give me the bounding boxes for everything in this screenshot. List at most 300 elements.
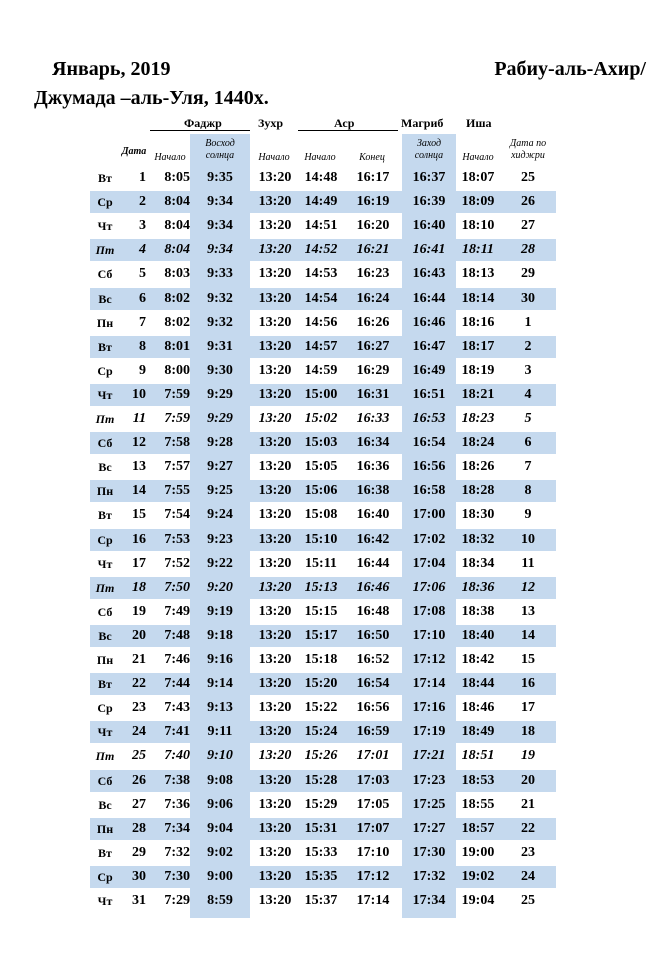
group-zuhr: Зухр [258, 116, 284, 130]
cell-day-number: 30 [132, 869, 146, 884]
cell-hijri-date: 17 [521, 700, 535, 715]
cell-isha-start: 18:46 [461, 700, 495, 715]
cell-asr-start: 15:28 [304, 773, 338, 788]
cell-zuhr-start: 13:20 [258, 556, 292, 571]
cell-day-number: 26 [132, 773, 146, 788]
cell-isha-start: 18:55 [461, 797, 495, 812]
cell-zuhr-start: 13:20 [258, 459, 292, 474]
cell-isha-start: 18:14 [461, 291, 495, 306]
cell-sunset: 17:19 [412, 724, 446, 739]
cell-hijri-date: 24 [521, 869, 535, 884]
subhead-fajr-start: Начало [154, 152, 186, 163]
cell-sunrise: 9:34 [207, 194, 233, 209]
cell-zuhr-start: 13:20 [258, 507, 292, 522]
cell-sunrise: 9:29 [207, 411, 233, 426]
cell-zuhr-start: 13:20 [258, 170, 292, 185]
cell-day-of-week: Вс [98, 292, 112, 306]
cell-hijri-date: 21 [521, 797, 535, 812]
cell-sunrise: 9:19 [207, 604, 233, 619]
cell-sunset: 17:23 [412, 773, 446, 788]
cell-asr-end: 16:23 [356, 266, 390, 281]
cell-hijri-date: 19 [521, 748, 535, 763]
cell-isha-start: 18:21 [461, 387, 495, 402]
cell-isha-start: 18:17 [461, 339, 495, 354]
cell-day-number: 11 [132, 411, 146, 426]
cell-sunrise: 9:20 [207, 580, 233, 595]
subhead-asr-start: Начало [304, 152, 336, 163]
title-hijri-line2: Джумада –аль-Уля, 1440х. [34, 87, 269, 109]
cell-hijri-date: 20 [521, 773, 535, 788]
cell-isha-start: 18:42 [461, 652, 495, 667]
cell-asr-start: 14:48 [304, 170, 338, 185]
cell-day-number: 5 [139, 266, 146, 281]
cell-isha-start: 18:38 [461, 604, 495, 619]
cell-asr-end: 16:46 [356, 580, 390, 595]
cell-sunset: 16:51 [412, 387, 446, 402]
cell-isha-start: 18:40 [461, 628, 495, 643]
cell-asr-end: 16:20 [356, 218, 390, 233]
cell-day-number: 8 [139, 339, 146, 354]
cell-isha-start: 18:13 [461, 266, 495, 281]
cell-asr-start: 15:26 [304, 748, 338, 763]
cell-asr-end: 16:24 [356, 291, 390, 306]
cell-day-number: 10 [132, 387, 146, 402]
cell-day-number: 28 [132, 821, 146, 836]
cell-day-number: 9 [139, 363, 146, 378]
cell-sunset: 17:02 [412, 532, 446, 547]
cell-sunrise: 9:32 [207, 315, 233, 330]
cell-hijri-date: 8 [524, 483, 532, 498]
cell-zuhr-start: 13:20 [258, 291, 292, 306]
cell-asr-start: 14:49 [304, 194, 338, 209]
cell-asr-start: 15:11 [305, 556, 337, 571]
cell-day-of-week: Вт [98, 508, 112, 522]
cell-isha-start: 18:36 [461, 580, 495, 595]
cell-sunset: 16:43 [412, 266, 446, 281]
cell-isha-start: 18:23 [461, 411, 495, 426]
title-hijri-month: Рабиу-аль-Ахир/ [494, 58, 646, 80]
cell-isha-start: 18:53 [461, 773, 495, 788]
cell-day-of-week: Вт [98, 340, 112, 354]
cell-fajr-start: 7:53 [164, 532, 190, 547]
cell-sunset: 16:53 [412, 411, 446, 426]
cell-sunset: 16:44 [412, 291, 446, 306]
cell-sunrise: 9:31 [207, 339, 233, 354]
cell-sunrise: 9:33 [207, 266, 233, 281]
cell-sunset: 17:04 [412, 556, 446, 571]
cell-sunset: 17:08 [412, 604, 446, 619]
cell-asr-end: 16:19 [356, 194, 390, 209]
cell-day-of-week: Пн [96, 316, 114, 330]
cell-sunrise: 9:30 [207, 363, 233, 378]
cell-day-of-week: Пн [96, 653, 114, 667]
cell-day-number: 7 [139, 315, 146, 330]
cell-asr-end: 17:14 [356, 893, 390, 908]
cell-day-of-week: Пт [95, 243, 115, 257]
cell-isha-start: 18:10 [461, 218, 495, 233]
cell-day-number: 22 [132, 676, 146, 691]
subhead-sunset: Заход солнца [414, 138, 444, 161]
cell-asr-end: 16:56 [356, 700, 390, 715]
cell-hijri-date: 25 [521, 170, 535, 185]
cell-zuhr-start: 13:20 [258, 242, 292, 257]
cell-zuhr-start: 13:20 [258, 315, 292, 330]
cell-fajr-start: 7:40 [164, 748, 190, 763]
cell-day-number: 31 [132, 893, 146, 908]
cell-fajr-start: 7:59 [164, 387, 190, 402]
cell-day-of-week: Вт [98, 677, 112, 691]
cell-isha-start: 18:07 [461, 170, 495, 185]
cell-day-of-week: Вс [98, 629, 112, 643]
cell-asr-start: 15:05 [304, 459, 338, 474]
cell-asr-start: 15:20 [304, 676, 338, 691]
cell-sunset: 16:56 [412, 459, 446, 474]
cell-zuhr-start: 13:20 [258, 652, 292, 667]
cell-asr-end: 16:31 [356, 387, 390, 402]
cell-fajr-start: 8:05 [164, 170, 190, 185]
cell-asr-end: 16:44 [356, 556, 390, 571]
cell-day-number: 18 [132, 580, 146, 595]
cell-sunrise: 9:11 [207, 724, 233, 739]
cell-asr-start: 15:10 [304, 532, 338, 547]
cell-sunrise: 9:08 [207, 773, 233, 788]
cell-isha-start: 19:04 [461, 893, 495, 908]
cell-fajr-start: 7:43 [164, 700, 190, 715]
cell-asr-end: 16:38 [356, 483, 390, 498]
cell-asr-end: 16:59 [356, 724, 390, 739]
cell-zuhr-start: 13:20 [258, 628, 292, 643]
cell-fajr-start: 7:41 [164, 724, 190, 739]
cell-day-of-week: Ср [97, 533, 113, 547]
cell-asr-end: 16:29 [356, 363, 390, 378]
cell-sunset: 16:47 [412, 339, 446, 354]
cell-fajr-start: 7:49 [164, 604, 190, 619]
cell-sunset: 17:14 [412, 676, 446, 691]
cell-asr-end: 17:01 [356, 748, 390, 763]
cell-hijri-date: 13 [521, 604, 535, 619]
cell-fajr-start: 7:38 [164, 773, 190, 788]
cell-fajr-start: 7:57 [164, 459, 190, 474]
cell-sunset: 17:06 [412, 580, 446, 595]
cell-fajr-start: 8:04 [164, 242, 190, 257]
cell-fajr-start: 8:02 [164, 315, 190, 330]
cell-day-of-week: Чт [97, 219, 113, 233]
cell-isha-start: 18:49 [461, 724, 495, 739]
cell-isha-start: 18:16 [461, 315, 495, 330]
cell-isha-start: 18:51 [461, 748, 495, 763]
cell-asr-start: 15:31 [304, 821, 338, 836]
cell-sunset: 17:12 [412, 652, 446, 667]
cell-day-number: 17 [132, 556, 146, 571]
cell-sunset: 17:10 [412, 628, 446, 643]
cell-asr-end: 16:42 [356, 532, 390, 547]
cell-sunset: 16:41 [412, 242, 446, 257]
cell-fajr-start: 7:46 [164, 652, 190, 667]
cell-asr-start: 15:29 [304, 797, 338, 812]
cell-sunset: 16:46 [412, 315, 446, 330]
cell-zuhr-start: 13:20 [258, 363, 292, 378]
cell-day-of-week: Чт [97, 894, 113, 908]
group-asr: Аср [334, 116, 355, 130]
cell-sunset: 17:30 [412, 845, 446, 860]
cell-asr-end: 16:17 [356, 170, 390, 185]
cell-fajr-start: 7:48 [164, 628, 190, 643]
subhead-asr-end: Конец [359, 152, 385, 163]
cell-day-of-week: Сб [97, 267, 113, 281]
cell-hijri-date: 22 [521, 821, 535, 836]
cell-fajr-start: 8:04 [164, 194, 190, 209]
cell-asr-start: 15:13 [304, 580, 338, 595]
cell-sunrise: 9:34 [207, 218, 233, 233]
cell-asr-end: 16:48 [356, 604, 390, 619]
subhead-zuhr-start: Начало [258, 152, 290, 163]
cell-fajr-start: 7:54 [164, 507, 190, 522]
cell-zuhr-start: 13:20 [258, 845, 292, 860]
cell-day-of-week: Вс [98, 798, 112, 812]
cell-day-number: 13 [132, 459, 146, 474]
cell-sunrise: 9:18 [207, 628, 233, 643]
cell-sunset: 17:27 [412, 821, 446, 836]
cell-day-number: 16 [132, 532, 146, 547]
cell-asr-start: 15:24 [304, 724, 338, 739]
cell-isha-start: 18:57 [461, 821, 495, 836]
cell-isha-start: 18:19 [461, 363, 495, 378]
cell-asr-end: 16:27 [356, 339, 390, 354]
cell-asr-start: 15:15 [304, 604, 338, 619]
cell-fajr-start: 7:58 [164, 435, 190, 450]
cell-zuhr-start: 13:20 [258, 411, 292, 426]
cell-day-number: 29 [132, 845, 146, 860]
cell-fajr-start: 7:52 [164, 556, 190, 571]
cell-hijri-date: 9 [524, 507, 532, 522]
cell-fajr-start: 7:29 [164, 893, 190, 908]
cell-zuhr-start: 13:20 [258, 869, 292, 884]
cell-isha-start: 18:34 [461, 556, 495, 571]
cell-zuhr-start: 13:20 [258, 604, 292, 619]
subhead-date: Дата [121, 146, 147, 157]
cell-day-of-week: Пт [95, 581, 115, 595]
cell-zuhr-start: 13:20 [258, 821, 292, 836]
cell-asr-start: 14:54 [304, 291, 338, 306]
cell-zuhr-start: 13:20 [258, 724, 292, 739]
cell-hijri-date: 12 [521, 580, 535, 595]
cell-asr-start: 15:00 [304, 387, 338, 402]
cell-hijri-date: 30 [521, 291, 535, 306]
cell-sunrise: 9:00 [207, 869, 233, 884]
cell-fajr-start: 7:34 [164, 821, 190, 836]
cell-day-number: 24 [132, 724, 146, 739]
cell-asr-end: 17:12 [356, 869, 390, 884]
cell-day-number: 19 [132, 604, 146, 619]
cell-asr-end: 17:07 [356, 821, 390, 836]
cell-day-of-week: Чт [97, 557, 113, 571]
cell-hijri-date: 28 [521, 242, 535, 257]
cell-fajr-start: 7:36 [164, 797, 190, 812]
cell-asr-start: 15:06 [304, 483, 338, 498]
cell-sunrise: 9:27 [207, 459, 233, 474]
cell-sunset: 16:54 [412, 435, 446, 450]
cell-asr-start: 15:03 [304, 435, 338, 450]
cell-zuhr-start: 13:20 [258, 700, 292, 715]
cell-asr-end: 16:26 [356, 315, 390, 330]
cell-asr-start: 14:56 [304, 315, 338, 330]
cell-asr-start: 14:59 [304, 363, 338, 378]
cell-isha-start: 18:32 [461, 532, 495, 547]
cell-sunrise: 9:16 [207, 652, 233, 667]
cell-fajr-start: 8:04 [164, 218, 190, 233]
cell-isha-start: 18:28 [461, 483, 495, 498]
cell-zuhr-start: 13:20 [258, 773, 292, 788]
cell-sunset: 17:21 [412, 748, 446, 763]
cell-hijri-date: 23 [521, 845, 535, 860]
cell-hijri-date: 25 [521, 893, 535, 908]
cell-day-number: 25 [132, 748, 146, 763]
cell-sunrise: 9:22 [207, 556, 233, 571]
cell-sunrise: 8:59 [207, 893, 233, 908]
cell-sunrise: 9:23 [207, 532, 233, 547]
cell-hijri-date: 5 [524, 411, 532, 426]
cell-asr-start: 15:22 [304, 700, 338, 715]
cell-isha-start: 18:11 [462, 242, 494, 257]
cell-isha-start: 18:24 [461, 435, 495, 450]
cell-day-number: 21 [132, 652, 146, 667]
cell-fajr-start: 7:55 [164, 483, 190, 498]
cell-day-of-week: Вт [98, 171, 112, 185]
cell-zuhr-start: 13:20 [258, 797, 292, 812]
cell-asr-end: 16:21 [356, 242, 390, 257]
cell-asr-start: 15:08 [304, 507, 338, 522]
cell-asr-start: 14:57 [304, 339, 338, 354]
cell-fajr-start: 7:30 [164, 869, 190, 884]
cell-hijri-date: 1 [524, 315, 532, 330]
cell-hijri-date: 14 [521, 628, 535, 643]
cell-sunrise: 9:04 [207, 821, 233, 836]
cell-zuhr-start: 13:20 [258, 218, 292, 233]
cell-hijri-date: 11 [521, 556, 535, 571]
cell-asr-end: 16:36 [356, 459, 390, 474]
cell-asr-start: 14:53 [304, 266, 338, 281]
cell-asr-end: 16:34 [356, 435, 390, 450]
cell-isha-start: 18:30 [461, 507, 495, 522]
cell-asr-start: 15:33 [304, 845, 338, 860]
cell-hijri-date: 16 [521, 676, 535, 691]
cell-sunrise: 9:02 [207, 845, 233, 860]
cell-day-number: 3 [139, 218, 146, 233]
cell-hijri-date: 10 [521, 532, 535, 547]
cell-isha-start: 18:09 [461, 194, 495, 209]
cell-zuhr-start: 13:20 [258, 580, 292, 595]
cell-day-of-week: Пт [95, 749, 115, 763]
cell-isha-start: 19:02 [461, 869, 495, 884]
cell-zuhr-start: 13:20 [258, 339, 292, 354]
cell-sunset: 17:32 [412, 869, 446, 884]
cell-day-number: 15 [132, 507, 146, 522]
cell-hijri-date: 6 [524, 435, 532, 450]
cell-isha-start: 18:44 [461, 676, 495, 691]
cell-day-of-week: Вс [98, 460, 112, 474]
cell-sunrise: 9:34 [207, 242, 233, 257]
cell-fajr-start: 8:01 [164, 339, 190, 354]
cell-sunrise: 9:32 [207, 291, 233, 306]
cell-asr-end: 16:33 [356, 411, 390, 426]
group-isha: Иша [466, 116, 492, 130]
cell-asr-end: 16:54 [356, 676, 390, 691]
cell-sunrise: 9:14 [207, 676, 233, 691]
cell-sunset: 16:40 [412, 218, 446, 233]
cell-sunset: 17:16 [412, 700, 446, 715]
cell-sunset: 16:49 [412, 363, 446, 378]
cell-day-number: 6 [139, 291, 146, 306]
cell-day-of-week: Сб [97, 605, 113, 619]
cell-day-number: 27 [132, 797, 146, 812]
cell-asr-start: 15:18 [304, 652, 338, 667]
cell-asr-end: 17:05 [356, 797, 390, 812]
subhead-isha-start: Начало [462, 152, 494, 163]
group-maghrib: Магриб [401, 116, 444, 130]
cell-day-of-week: Вт [98, 846, 112, 860]
cell-day-of-week: Ср [97, 701, 113, 715]
cell-asr-end: 16:40 [356, 507, 390, 522]
cell-zuhr-start: 13:20 [258, 676, 292, 691]
cell-zuhr-start: 13:20 [258, 266, 292, 281]
cell-zuhr-start: 13:20 [258, 483, 292, 498]
cell-day-number: 4 [139, 242, 146, 257]
cell-sunset: 17:34 [412, 893, 446, 908]
subhead-sunrise: Восход солнца [205, 138, 235, 161]
cell-day-of-week: Сб [97, 436, 113, 450]
cell-fajr-start: 7:59 [164, 411, 190, 426]
cell-day-number: 14 [132, 483, 146, 498]
cell-asr-end: 17:03 [356, 773, 390, 788]
cell-zuhr-start: 13:20 [258, 532, 292, 547]
cell-hijri-date: 26 [521, 194, 535, 209]
cell-asr-start: 15:37 [304, 893, 338, 908]
cell-hijri-date: 29 [521, 266, 535, 281]
cell-day-number: 12 [132, 435, 146, 450]
cell-day-number: 20 [132, 628, 146, 643]
cell-sunset: 17:25 [412, 797, 446, 812]
cell-hijri-date: 18 [521, 724, 535, 739]
cell-day-of-week: Чт [97, 725, 113, 739]
cell-fajr-start: 8:02 [164, 291, 190, 306]
cell-fajr-start: 7:50 [164, 580, 190, 595]
cell-day-number: 1 [139, 170, 146, 185]
cell-day-of-week: Ср [97, 364, 113, 378]
cell-isha-start: 18:26 [461, 459, 495, 474]
cell-asr-end: 16:50 [356, 628, 390, 643]
cell-day-of-week: Ср [97, 870, 113, 884]
cell-sunrise: 9:29 [207, 387, 233, 402]
cell-sunrise: 9:28 [207, 435, 233, 450]
cell-hijri-date: 3 [524, 363, 532, 378]
cell-fajr-start: 7:44 [164, 676, 190, 691]
cell-fajr-start: 7:32 [164, 845, 190, 860]
cell-sunset: 16:37 [412, 170, 446, 185]
cell-zuhr-start: 13:20 [258, 387, 292, 402]
cell-asr-start: 15:35 [304, 869, 338, 884]
cell-asr-start: 15:02 [304, 411, 338, 426]
cell-day-number: 23 [132, 700, 146, 715]
cell-sunset: 17:00 [412, 507, 446, 522]
title-month-year: Январь, 2019 [52, 58, 171, 80]
cell-day-of-week: Пн [96, 484, 114, 498]
cell-sunrise: 9:13 [207, 700, 233, 715]
cell-hijri-date: 27 [521, 218, 535, 233]
cell-sunrise: 9:24 [207, 507, 233, 522]
cell-sunrise: 9:06 [207, 797, 233, 812]
cell-day-of-week: Чт [97, 388, 113, 402]
cell-sunset: 16:39 [412, 194, 446, 209]
